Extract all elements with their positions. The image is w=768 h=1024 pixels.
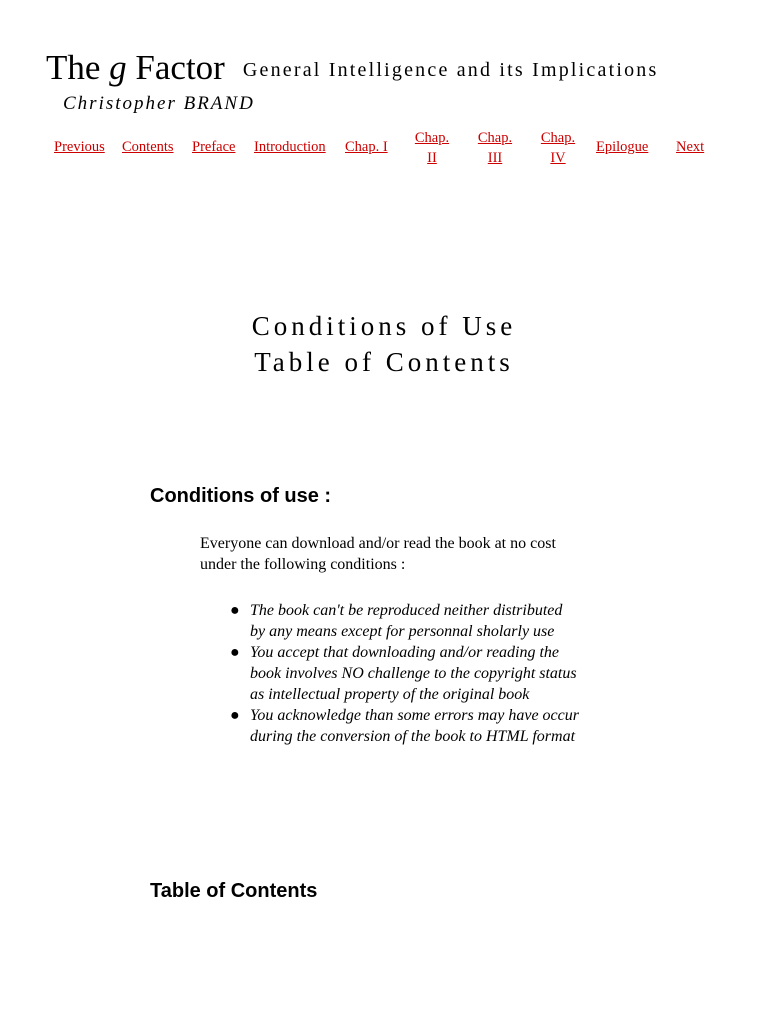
conditions-section-heading: Conditions of use :: [150, 485, 332, 507]
nav-chap2-link[interactable]: [412, 128, 452, 168]
nav-chap4-bottom: IV: [550, 150, 566, 166]
nav-epilogue-link[interactable]: Epilogue: [596, 139, 649, 155]
nav-next-link[interactable]: Next: [676, 139, 705, 155]
bullet-icon: ●: [230, 644, 240, 661]
nav-introduction-link[interactable]: Introduction: [254, 139, 326, 155]
nav-chap3-link[interactable]: [475, 128, 515, 168]
nav-chap3-top: Chap.: [477, 130, 513, 146]
bullet-icon: ●: [230, 602, 240, 619]
nav-contents-link[interactable]: Contents: [122, 139, 174, 155]
book-title: [46, 48, 225, 87]
nav-chap2-bottom: II: [427, 150, 437, 166]
book-subtitle: General Intelligence and its Implications: [242, 59, 659, 81]
conditions-list: [230, 600, 580, 747]
page-heading-toc: Table of Contents: [254, 347, 514, 377]
chapter-navigation: [46, 128, 716, 168]
book-title-g: g: [109, 48, 127, 87]
toc-section-heading: Table of Contents: [150, 880, 318, 902]
nav-chap3-bottom: III: [487, 150, 503, 166]
conditions-intro-text: Everyone can download and/or read the book at no cost under the following conditions :: [200, 535, 556, 573]
book-title-suffix: Factor: [126, 48, 225, 87]
list-item: [230, 600, 580, 642]
book-title-prefix: The: [46, 48, 110, 87]
nav-chap2-top: Chap.: [414, 130, 450, 146]
nav-chap4-link[interactable]: [538, 128, 578, 168]
list-item: [230, 705, 580, 747]
page-heading-conditions: Conditions of Use: [251, 311, 517, 341]
condition-text: The book can't be reproduced neither distributed by any means except for personnal sholarly use: [250, 602, 563, 640]
bullet-icon: ●: [230, 707, 240, 724]
condition-text: You accept that downloading and/or reading the book involves NO challenge to the copyright status as intellectual property of the original book: [250, 644, 577, 703]
condition-text: You acknowledge than some errors may have occur during the conversion of the book to HTML format: [250, 707, 579, 745]
nav-chap4-top: Chap.: [540, 130, 576, 146]
author-name: Christopher BRAND: [63, 93, 255, 114]
book-title-row: [46, 48, 658, 88]
nav-preface-link[interactable]: Preface: [192, 139, 236, 155]
nav-previous-link[interactable]: Previous: [54, 139, 105, 155]
list-item: [230, 642, 580, 705]
nav-chap1-link[interactable]: Chap. I: [345, 139, 388, 155]
